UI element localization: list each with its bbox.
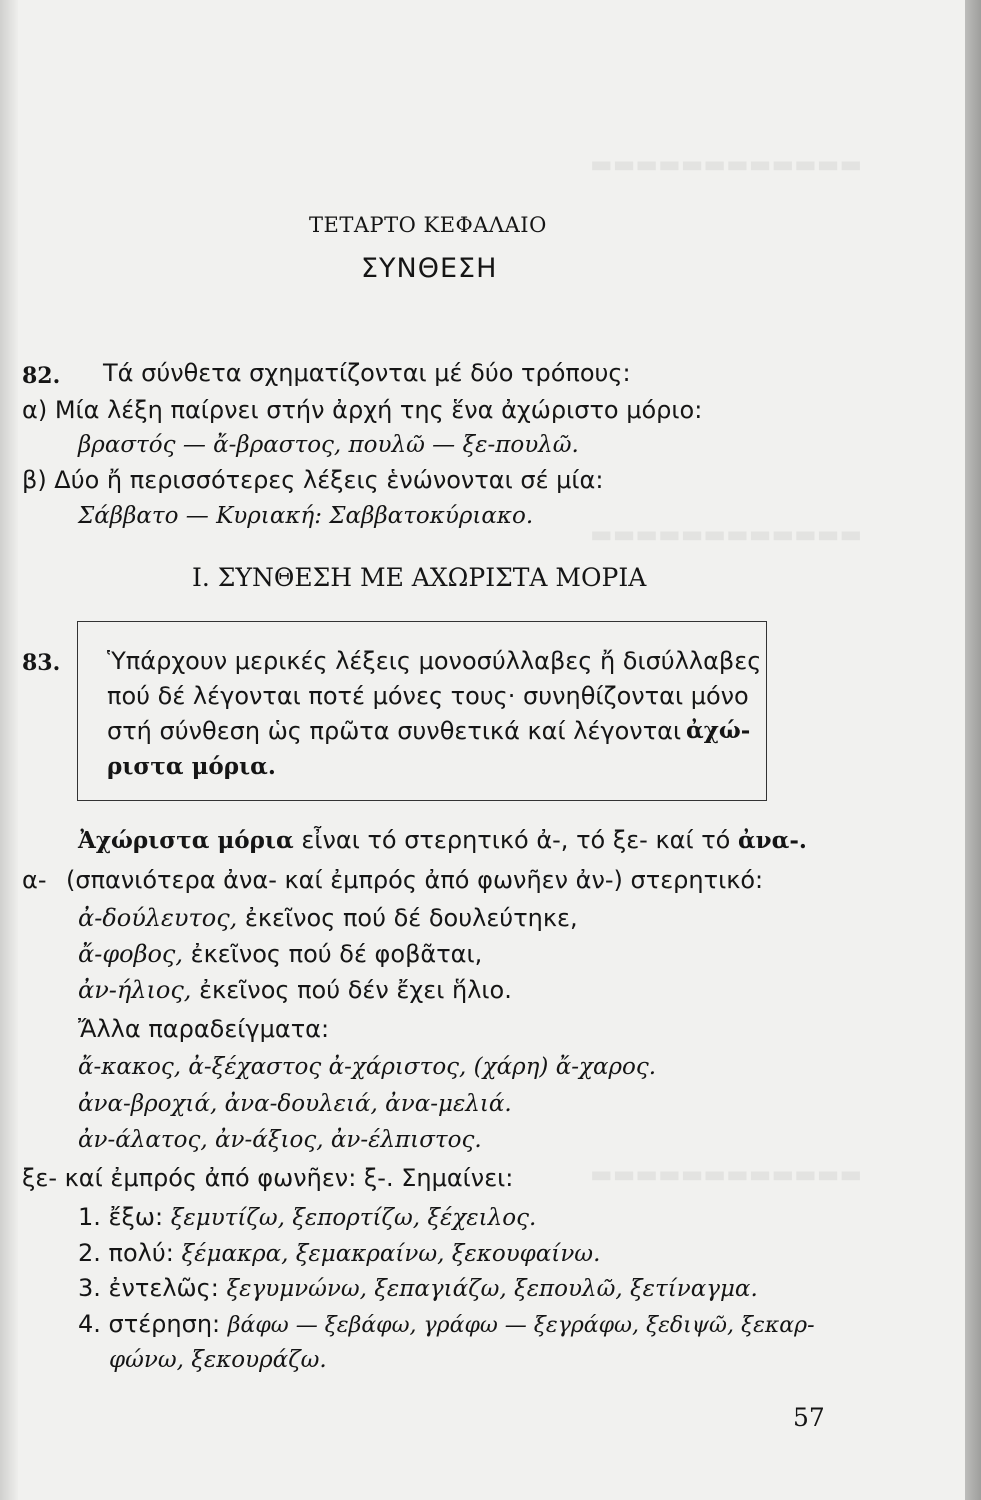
alpha-example-1 — [78, 903, 578, 933]
other-example-1: ἄ-κακος, ἀ-ξέχαστος ἀ-χάριστος, (χάρη) ἄ-χαρος. — [78, 1054, 657, 1080]
list-label: στέρηση: — [108, 1310, 221, 1338]
xe-list-item-2 — [78, 1238, 600, 1269]
xe-intro: ξε- καί ἐμπρός ἀπό φωνῆεν: ξ-. Σημαίνει: — [22, 1164, 514, 1192]
example-word: ἀ-δούλευτος, — [78, 904, 238, 932]
alpha-label: α- — [22, 866, 47, 894]
page-number: 57 — [793, 1403, 825, 1432]
xe-list-item-4 — [78, 1309, 815, 1341]
body-paragraph-1 — [78, 825, 807, 856]
paragraph-82-example-b: Σάββατο — Κυριακή: Σαββατοκύριακο. — [78, 503, 534, 529]
other-examples-label: Ἄλλα παραδείγματα: — [78, 1015, 330, 1043]
page-edge-shadow — [965, 0, 981, 1500]
chapter-title: ΣΥΝΘΕΣΗ — [361, 253, 498, 284]
list-label: ἐντελῶς: — [108, 1274, 219, 1302]
paragraph-82-example-a: βραστός — ἄ-βραστος, πουλῶ — ξε-πουλῶ. — [78, 432, 579, 458]
rule-box-line-2: πού δέ λέγονται ποτέ μόνες τους· συνηθίζονται μόνο — [107, 682, 749, 710]
other-example-3: ἀν-άλατος, ἀν-άξιος, ἀν-έλπιστος. — [78, 1127, 482, 1153]
list-label: πολύ: — [108, 1239, 174, 1267]
list-example: ξέμακρα, ξεμακραίνω, ξεκουφαίνω. — [181, 1241, 601, 1267]
alpha-example-2 — [78, 939, 482, 969]
bold-term: Ἀχώριστα μόρια — [78, 827, 294, 854]
example-desc: ἐκεῖνος πού δέν ἔχει ἥλιο. — [199, 976, 512, 1004]
show-through-texture: ▬▬▬▬▬▬▬▬▬▬▬▬ — [590, 1160, 863, 1188]
paragraph-82-item-a: α) Μία λέξη παίρνει στήν ἀρχή της ἕνα ἀχώριστο μόριο: — [22, 396, 703, 424]
rule-box-term-end: ριστα μόρια. — [107, 753, 276, 780]
paragraph-82-intro: Τά σύνθετα σχηματίζονται μέ δύο τρόπους: — [103, 359, 631, 387]
xe-list-item-4-continued: φώνω, ξεκουράζω. — [109, 1347, 327, 1373]
list-example: ξεγυμνώνω, ξεπαγιάζω, ξεπουλῶ, ξετίναγμα. — [226, 1276, 758, 1302]
list-number: 4. — [78, 1310, 101, 1338]
example-word: ἄ-φοβος, — [78, 940, 183, 968]
other-example-2: ἀνα-βροχιά, ἀνα-δουλειά, ἀνα-μελιά. — [78, 1091, 512, 1117]
chapter-heading: ΤΕΤΑΡΤΟ ΚΕΦΑΛΑΙΟ — [309, 213, 547, 237]
body-paragraph-1-text: εἶναι τό στερητικό ἀ-, τό ξε- καί τό — [301, 826, 731, 854]
paragraph-number-83: 83. — [22, 650, 61, 676]
paragraph-82-item-b: β) Δύο ἤ περισσότερες λέξεις ἑνώνονται σέ μία: — [22, 466, 604, 494]
alpha-description: (σπανιότερα ἀνα- καί ἐμπρός ἀπό φωνῆεν ἀν-) στερητικό: — [66, 866, 764, 894]
list-example: βάφω — ξεβάφω, γράφω — ξεγράφω, ξεδιψῶ, ξεκαρ- — [227, 1313, 815, 1338]
example-desc: ἐκεῖνος πού δέ δουλεύτηκε, — [244, 904, 578, 932]
xe-list-item-1 — [78, 1202, 536, 1233]
show-through-texture: ▬▬▬▬▬▬▬▬▬▬▬▬ — [590, 150, 863, 178]
list-number: 2. — [78, 1239, 101, 1267]
rule-box-line-1: Ὑπάρχουν μερικές λέξεις μονοσύλλαβες ἤ δισύλλαβες — [107, 647, 762, 675]
list-label: ἔξω: — [108, 1203, 164, 1231]
paragraph-number-82: 82. — [22, 363, 61, 389]
example-desc: ἐκεῖνος πού δέ φοβᾶται, — [190, 940, 483, 968]
list-example: ξεμυτίζω, ξεπορτίζω, ξέχειλος. — [170, 1205, 537, 1231]
xe-list-item-3 — [78, 1273, 758, 1304]
list-number: 1. — [78, 1203, 101, 1231]
rule-box-term-start: ἀχώ- — [686, 717, 751, 744]
section-title: Ι. ΣΥΝΘΕΣΗ ΜΕ ΑΧΩΡΙΣΤΑ ΜΟΡΙΑ — [192, 563, 647, 592]
bold-term-ana: ἀνα-. — [737, 827, 807, 854]
example-word: ἀν-ήλιος, — [78, 976, 192, 1004]
page-gutter-shadow — [0, 0, 18, 1500]
alpha-example-3 — [78, 975, 512, 1005]
show-through-texture: ▬▬▬▬▬▬▬▬▬▬▬▬ — [590, 520, 863, 548]
rule-box-line-3: στή σύνθεση ὡς πρῶτα συνθετικά καί λέγονται — [107, 717, 682, 745]
list-number: 3. — [78, 1274, 101, 1302]
